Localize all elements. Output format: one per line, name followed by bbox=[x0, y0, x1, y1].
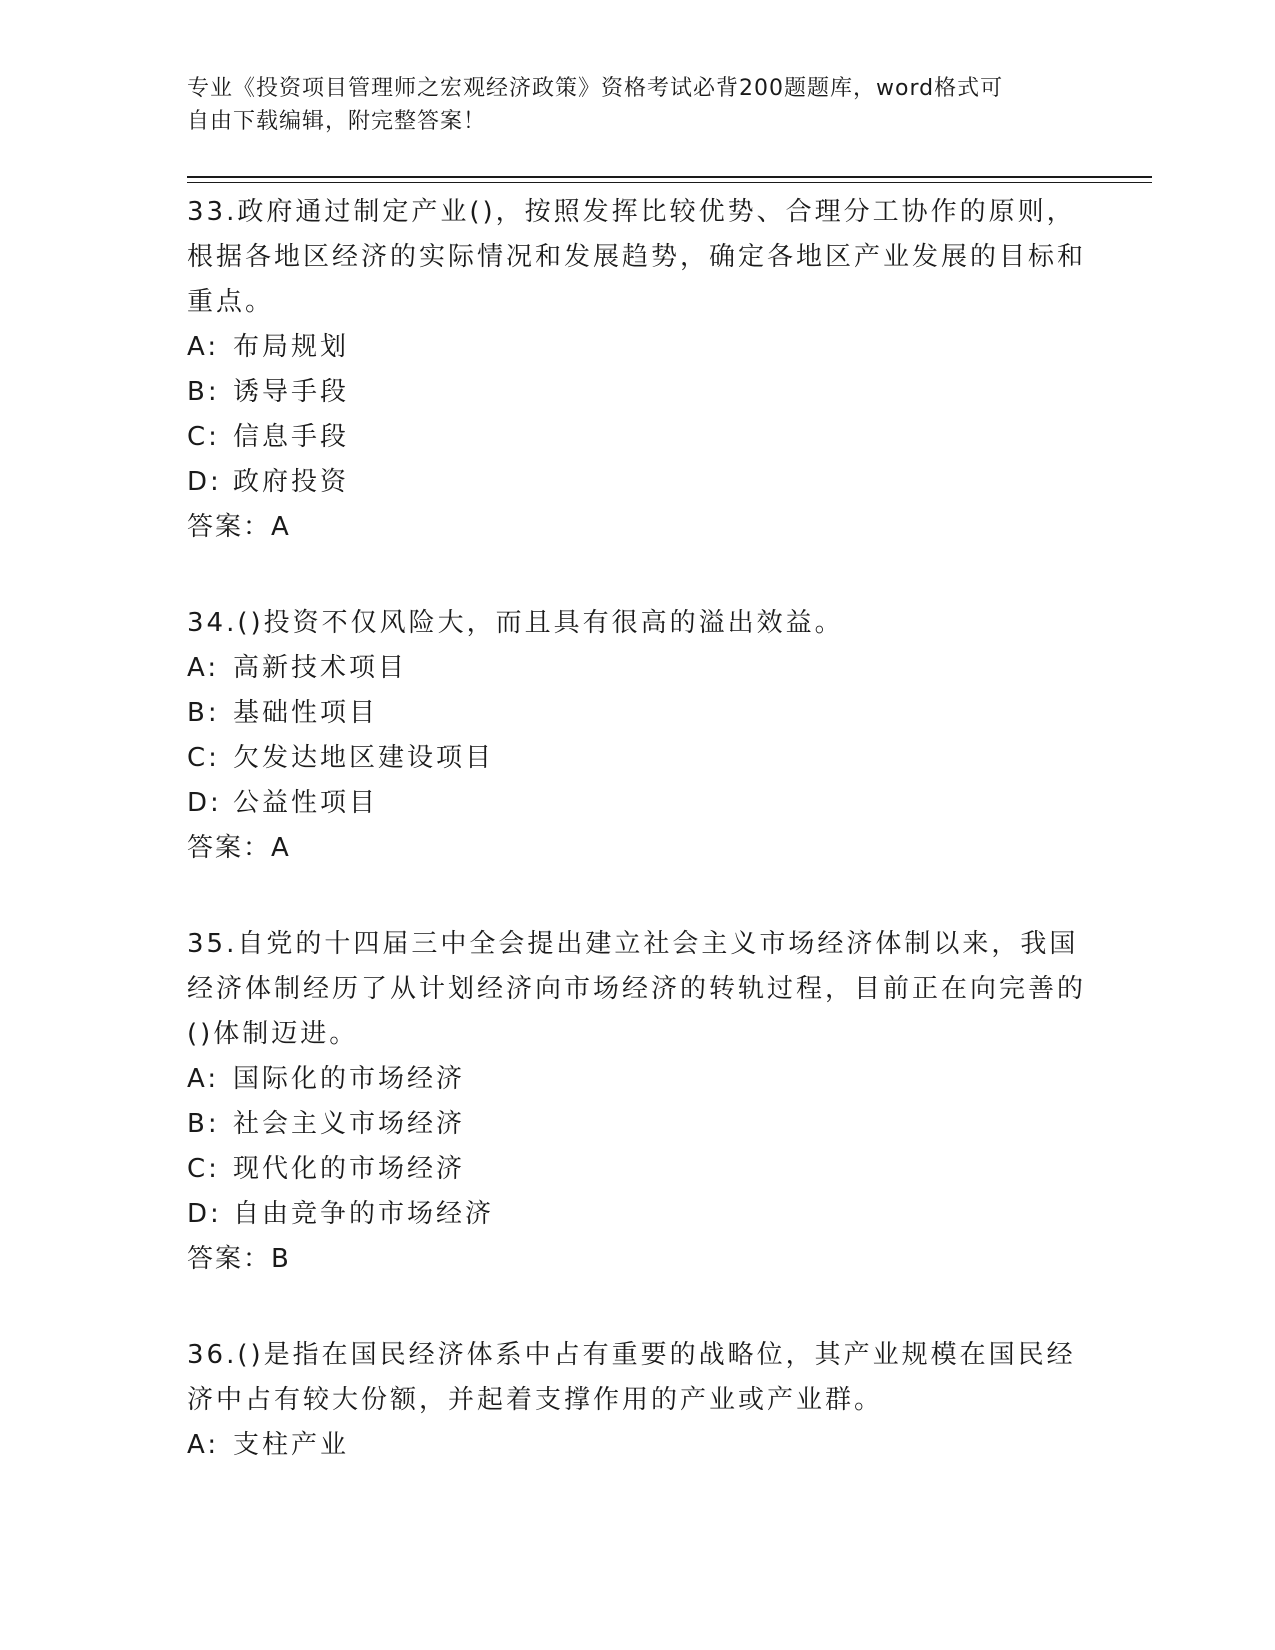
option-b bbox=[187, 1102, 1087, 1147]
question-list bbox=[187, 190, 1087, 1519]
option-b bbox=[187, 691, 1087, 736]
option-letter: A: bbox=[187, 1064, 220, 1094]
answer-line: 答案：A bbox=[187, 512, 291, 542]
option-text: 布局规划 bbox=[233, 332, 350, 362]
option-d bbox=[187, 781, 1087, 826]
option-letter: A: bbox=[187, 653, 220, 683]
question-35 bbox=[187, 922, 1087, 1282]
option-letter: B: bbox=[187, 698, 220, 728]
answer-line: 答案：A bbox=[187, 833, 291, 863]
document-header bbox=[187, 72, 1087, 138]
header-line-2: 自由下载编辑，附完整答案！ bbox=[187, 109, 487, 134]
option-c bbox=[187, 1147, 1087, 1192]
option-text: 国际化的市场经济 bbox=[233, 1064, 466, 1094]
header-line-1: 专业《投资项目管理师之宏观经济政策》资格考试必背200题题库，word格式可 bbox=[187, 76, 1004, 101]
option-letter: C: bbox=[187, 422, 220, 452]
option-c bbox=[187, 415, 1087, 460]
question-stem: 34.()投资不仅风险大，而且具有很高的溢出效益。 bbox=[187, 608, 844, 638]
header-divider-thin bbox=[187, 182, 1152, 183]
option-d bbox=[187, 1192, 1087, 1237]
option-text: 政府投资 bbox=[233, 467, 350, 497]
option-a bbox=[187, 646, 1087, 691]
option-text: 公益性项目 bbox=[233, 788, 379, 818]
option-letter: B: bbox=[187, 377, 220, 407]
option-c bbox=[187, 736, 1087, 781]
option-text: 现代化的市场经济 bbox=[233, 1154, 466, 1184]
option-letter: A: bbox=[187, 332, 220, 362]
option-letter: C: bbox=[187, 1154, 220, 1184]
option-letter: A: bbox=[187, 1430, 220, 1460]
option-letter: B: bbox=[187, 1109, 220, 1139]
question-33 bbox=[187, 190, 1087, 550]
option-a bbox=[187, 1423, 1087, 1468]
option-letter: D: bbox=[187, 467, 222, 497]
question-stem: 33.政府通过制定产业()，按照发挥比较优势、合理分工协作的原则，根据各地区经济的实际情况和发展趋势，确定各地区产业发展的目标和重点。 bbox=[187, 197, 1087, 317]
question-stem: 36.()是指在国民经济体系中占有重要的战略位，其产业规模在国民经济中占有较大份额，并起着支撑作用的产业或产业群。 bbox=[187, 1340, 1076, 1415]
option-a bbox=[187, 1057, 1087, 1102]
option-text: 自由竞争的市场经济 bbox=[233, 1199, 495, 1229]
question-36 bbox=[187, 1333, 1087, 1468]
option-letter: D: bbox=[187, 788, 222, 818]
option-a bbox=[187, 325, 1087, 370]
option-text: 欠发达地区建设项目 bbox=[233, 743, 495, 773]
option-text: 社会主义市场经济 bbox=[233, 1109, 466, 1139]
option-d bbox=[187, 460, 1087, 505]
option-text: 基础性项目 bbox=[233, 698, 379, 728]
header-divider-thick bbox=[187, 176, 1152, 178]
option-letter: D: bbox=[187, 1199, 222, 1229]
option-text: 支柱产业 bbox=[233, 1430, 350, 1460]
option-text: 诱导手段 bbox=[233, 377, 350, 407]
option-letter: C: bbox=[187, 743, 220, 773]
question-34 bbox=[187, 601, 1087, 871]
option-text: 信息手段 bbox=[233, 422, 350, 452]
answer-line: 答案：B bbox=[187, 1244, 291, 1274]
question-stem: 35.自党的十四届三中全会提出建立社会主义市场经济体制以来，我国经济体制经历了从计划经济向市场经济的转轨过程，目前正在向完善的()体制迈进。 bbox=[187, 929, 1087, 1049]
option-text: 高新技术项目 bbox=[233, 653, 408, 683]
option-b bbox=[187, 370, 1087, 415]
